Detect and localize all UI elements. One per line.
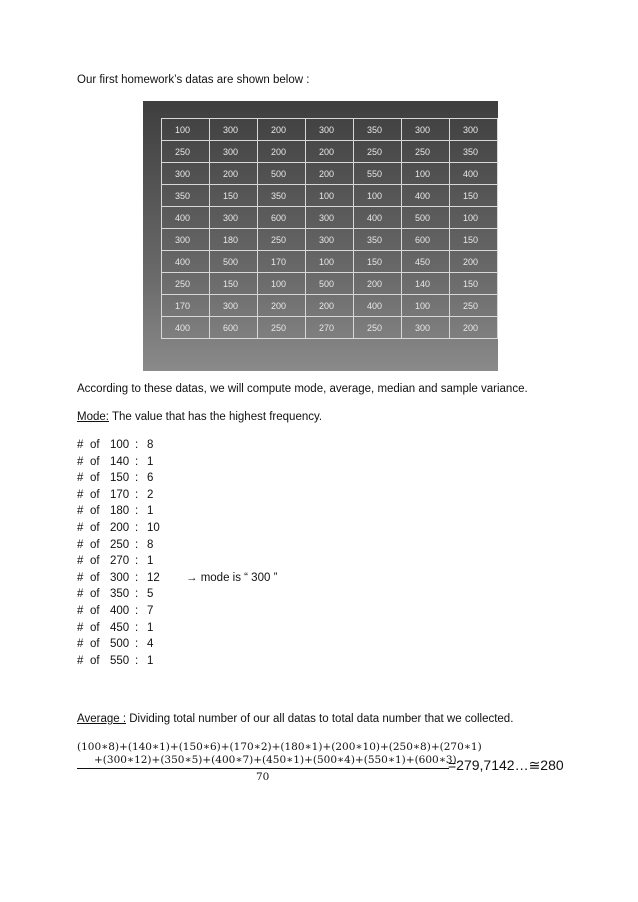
table-cell: 400: [162, 317, 210, 339]
frequency-value: 200: [110, 522, 130, 534]
hash-symbol: #: [77, 571, 84, 584]
table-cell: 140: [402, 273, 450, 295]
average-definition: [77, 713, 513, 725]
table-cell: 200: [210, 163, 258, 185]
hash-symbol: #: [77, 654, 84, 667]
frequency-count: 12: [147, 571, 160, 584]
table-cell: 300: [210, 119, 258, 141]
table-cell: 550: [354, 163, 402, 185]
table-cell: 200: [306, 141, 354, 163]
table-cell: 250: [354, 141, 402, 163]
table-cell: 100: [402, 295, 450, 317]
table-cell: 400: [162, 207, 210, 229]
table-cell: 180: [210, 229, 258, 251]
table-cell: 350: [450, 141, 498, 163]
colon: :: [135, 638, 139, 651]
table-cell: 100: [258, 273, 306, 295]
hash-symbol: #: [77, 555, 84, 568]
hash-symbol: #: [77, 605, 84, 617]
table-cell: 500: [210, 251, 258, 273]
table-row: [162, 251, 498, 273]
frequency-value: 400: [110, 605, 130, 617]
table-cell: 300: [402, 317, 450, 339]
table-cell: 200: [450, 317, 498, 339]
table-cell: 250: [258, 229, 306, 251]
table-cell: 400: [354, 207, 402, 229]
table-row: [162, 163, 498, 185]
fraction-bar: [77, 768, 449, 769]
table-cell: 100: [450, 207, 498, 229]
mode-result: → mode is “ 300 ”: [186, 572, 278, 584]
frequency-count: 1: [147, 621, 154, 634]
table-cell: 150: [210, 185, 258, 207]
frequency-row: [77, 555, 153, 567]
colon: :: [135, 571, 139, 584]
colon: :: [135, 588, 139, 601]
colon: :: [135, 505, 139, 518]
hash-symbol: #: [77, 505, 84, 518]
table-cell: 400: [402, 185, 450, 207]
frequency-value: 350: [110, 588, 130, 601]
frequency-row: [77, 505, 153, 517]
hash-symbol: #: [77, 455, 84, 468]
table-cell: 170: [258, 251, 306, 273]
frequency-count: 1: [147, 505, 154, 518]
frequency-row: [77, 638, 153, 650]
table-cell: 350: [354, 229, 402, 251]
table-cell: 300: [450, 119, 498, 141]
table-cell: 300: [210, 141, 258, 163]
table-cell: 450: [402, 251, 450, 273]
table-cell: 250: [402, 141, 450, 163]
formula-result: =279,7142…≅280: [448, 757, 564, 773]
table-cell: 170: [162, 295, 210, 317]
table-cell: 300: [306, 229, 354, 251]
table-cell: 600: [210, 317, 258, 339]
table-cell: 300: [402, 119, 450, 141]
table-cell: 150: [354, 251, 402, 273]
hash-symbol: #: [77, 538, 84, 551]
formula-numerator-line1: (100∗8)+(140∗1)+(150∗6)+(170∗2)+(180∗1)+(200∗10)+(250∗8)+(270∗1): [77, 741, 482, 753]
frequency-count: 8: [147, 538, 154, 551]
frequency-value: 170: [110, 488, 130, 501]
table-cell: 200: [306, 163, 354, 185]
table-cell: 150: [450, 185, 498, 207]
colon: :: [135, 621, 139, 634]
table-cell: 500: [402, 207, 450, 229]
frequency-value: 550: [110, 654, 130, 667]
table-row: [162, 185, 498, 207]
hash-symbol: #: [77, 472, 84, 485]
frequency-count: 10: [147, 522, 160, 534]
intro-text: Our first homework’s datas are shown below :: [77, 74, 310, 86]
table-cell: 100: [306, 185, 354, 207]
frequency-count: 6: [147, 472, 154, 485]
of-word: of: [90, 621, 100, 634]
frequency-row: [77, 572, 160, 584]
table-cell: 250: [450, 295, 498, 317]
of-word: of: [90, 455, 100, 468]
table-cell: 400: [162, 251, 210, 273]
colon: :: [135, 439, 139, 451]
hash-symbol: #: [77, 621, 84, 634]
of-word: of: [90, 555, 100, 568]
table-cell: 600: [258, 207, 306, 229]
average-label: Average :: [77, 713, 127, 725]
hash-symbol: #: [77, 588, 84, 601]
frequency-value: 150: [110, 472, 130, 485]
table-row: [162, 119, 498, 141]
table-cell: 100: [402, 163, 450, 185]
data-table: [161, 118, 498, 339]
frequency-row: [77, 456, 153, 468]
frequency-value: 270: [110, 555, 130, 568]
frequency-row: [77, 588, 153, 600]
frequency-row: [77, 489, 153, 501]
data-table-panel: [143, 101, 498, 371]
of-word: of: [90, 505, 100, 518]
table-cell: 300: [306, 119, 354, 141]
table-cell: 350: [258, 185, 306, 207]
of-word: of: [90, 605, 100, 617]
table-cell: 250: [354, 317, 402, 339]
table-cell: 300: [162, 163, 210, 185]
of-word: of: [90, 638, 100, 651]
frequency-value: 100: [110, 439, 130, 451]
table-cell: 100: [306, 251, 354, 273]
frequency-row: [77, 539, 153, 551]
of-word: of: [90, 472, 100, 485]
of-word: of: [90, 538, 100, 551]
hash-symbol: #: [77, 522, 84, 534]
table-cell: 200: [258, 119, 306, 141]
table-cell: 600: [402, 229, 450, 251]
frequency-value: 250: [110, 538, 130, 551]
frequency-count: 1: [147, 555, 154, 568]
table-cell: 200: [258, 295, 306, 317]
of-word: of: [90, 588, 100, 601]
frequency-count: 4: [147, 638, 154, 651]
frequency-row: [77, 605, 153, 617]
frequency-row: [77, 622, 153, 634]
table-cell: 270: [306, 317, 354, 339]
colon: :: [135, 605, 139, 617]
table-cell: 200: [354, 273, 402, 295]
of-word: of: [90, 654, 100, 667]
table-cell: 150: [210, 273, 258, 295]
of-word: of: [90, 571, 100, 584]
colon: :: [135, 654, 139, 667]
formula-numerator-line2: +(300∗12)+(350∗5)+(400∗7)+(450∗1)+(500∗4)+(550∗1)+(600∗3): [94, 754, 457, 766]
table-cell: 350: [354, 119, 402, 141]
mode-definition-text: The value that has the highest frequency.: [108, 411, 323, 423]
according-text: According to these datas, we will compute mode, average, median and sample variance.: [77, 383, 528, 395]
colon: :: [135, 488, 139, 501]
table-row: [162, 207, 498, 229]
colon: :: [135, 472, 139, 485]
of-word: of: [90, 439, 100, 451]
formula-denominator: 70: [256, 771, 270, 783]
frequency-row: [77, 472, 153, 484]
mode-label: Mode:: [77, 411, 109, 423]
table-cell: 300: [210, 295, 258, 317]
average-definition-text: Dividing total number of our all datas to total data number that we collected.: [126, 713, 514, 725]
table-cell: 100: [354, 185, 402, 207]
colon: :: [135, 538, 139, 551]
of-word: of: [90, 488, 100, 501]
hash-symbol: #: [77, 638, 84, 651]
mode-definition: [77, 411, 322, 423]
colon: :: [135, 555, 139, 568]
frequency-value: 500: [110, 638, 130, 651]
frequency-count: 7: [147, 605, 154, 617]
table-cell: 100: [162, 119, 210, 141]
table-cell: 200: [258, 141, 306, 163]
table-row: [162, 141, 498, 163]
frequency-count: 5: [147, 588, 154, 601]
hash-symbol: #: [77, 439, 84, 451]
frequency-count: 8: [147, 439, 154, 451]
table-cell: 300: [210, 207, 258, 229]
table-cell: 250: [162, 273, 210, 295]
table-row: [162, 317, 498, 339]
table-row: [162, 273, 498, 295]
table-cell: 500: [306, 273, 354, 295]
colon: :: [135, 522, 139, 534]
frequency-row: [77, 439, 153, 451]
table-cell: 500: [258, 163, 306, 185]
table-cell: 150: [450, 229, 498, 251]
table-cell: 250: [258, 317, 306, 339]
table-cell: 250: [162, 141, 210, 163]
table-row: [162, 295, 498, 317]
table-cell: 400: [450, 163, 498, 185]
frequency-count: 2: [147, 488, 154, 501]
frequency-row: [77, 522, 160, 534]
frequency-row: [77, 655, 153, 667]
frequency-value: 300: [110, 571, 130, 584]
table-row: [162, 229, 498, 251]
table-cell: 200: [450, 251, 498, 273]
frequency-value: 450: [110, 621, 130, 634]
frequency-value: 180: [110, 505, 130, 518]
frequency-count: 1: [147, 654, 154, 667]
table-cell: 400: [354, 295, 402, 317]
of-word: of: [90, 522, 100, 534]
hash-symbol: #: [77, 488, 84, 501]
colon: :: [135, 455, 139, 468]
table-cell: 300: [306, 207, 354, 229]
table-cell: 350: [162, 185, 210, 207]
table-cell: 150: [450, 273, 498, 295]
frequency-value: 140: [110, 455, 130, 468]
table-cell: 200: [306, 295, 354, 317]
table-cell: 300: [162, 229, 210, 251]
frequency-count: 1: [147, 455, 154, 468]
